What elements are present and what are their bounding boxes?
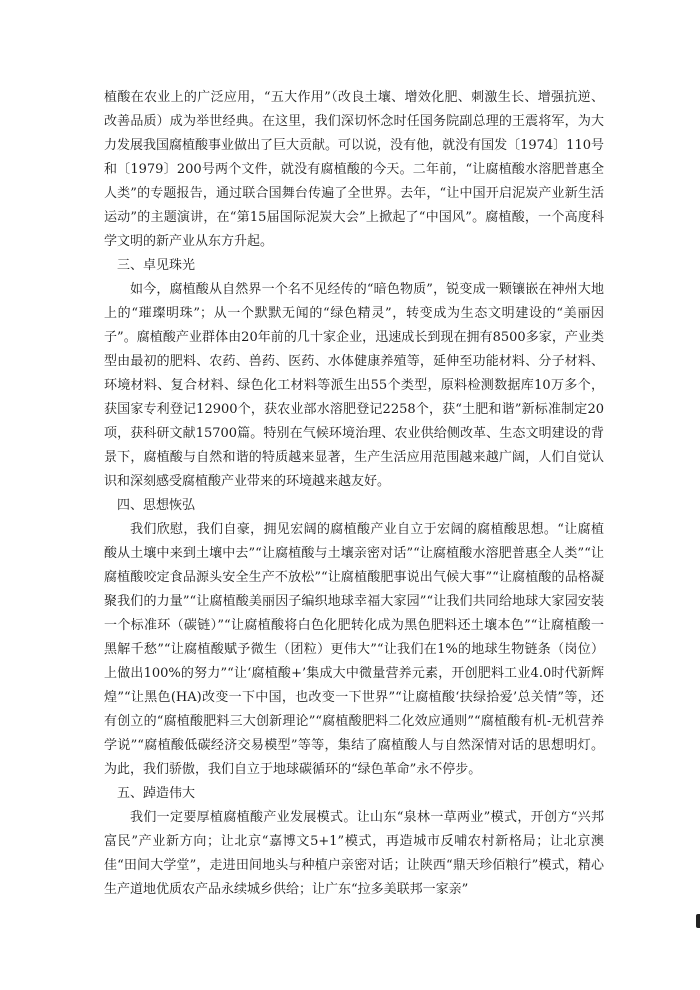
page-edge-mark xyxy=(696,914,700,928)
body-paragraph-3: 我们欣慰，我们自豪，拥见宏阔的腐植酸产业自立于宏阔的腐植酸思想。“让腐植酸从土壤中来到土壤中去”“让腐植酸与土壤亲密对话”“让腐植酸水溶肥普惠全人类”“让腐植酸咬定食品源头安全生产不放松”“让腐植酸肥事说出气候大事”“让腐植酸的品格凝聚我们的力量”“让腐植酸美丽因子编织地球幸福大家园”“让我们共同给地球大家园安装一个标准环（碳链）”“让腐植酸将白色化肥转化成为黑色肥料还土壤本色”“让腐植酸一黑解千愁”“让腐植酸赋予微生（团粒）更伟大”“让我们在1%的地球生物链条（岗位）上做出100%的努力”“让‘腐植酸+’集成大中微量营养元素，开创肥料工业4.0时代新辉煌”“让黑色(HA)改变一下中国，也改变一下世界”“让腐植酸‘扶绿拾爱’总关情”等，还有创立的“腐植酸肥料三大创新理论”“腐植酸肥料二化效应通则”“腐植酸有机-无机营养学说”“腐植酸低碳经济交易模型”等等，集结了腐植酸人与自然深情对话的思想明灯。为此，我们骄傲，我们自立于地球碳循环的“绿色革命”永不停步。 xyxy=(104,522,604,777)
section-heading-3: 三、卓见珠光 xyxy=(117,258,196,273)
document-page xyxy=(104,86,604,902)
body-paragraph-4: 我们一定要厚植腐植酸产业发展模式。让山东“泉林一草两业”模式，开创方“兴邦富民”产业新方向；让北京“嘉博文5+1”模式，再造城市反哺农村新格局；让北京澳佳“田间大学堂”，走进田间地头与种植户亲密对话；让陕西“鼎天珍佰粮行”模式，精心生产道地优质农产品永续城乡供给；让广东“拉多美联邦一家亲” xyxy=(104,810,604,897)
body-paragraph-2: 如今，腐植酸从自然界一个名不见经传的“暗色物质”，锐变成一颗镶嵌在神州大地上的“璀璨明珠”；从一个默默无闻的“绿色精灵”，转变成为生态文明建设的“美丽因子”。腐植酸产业群体由20年前的几十家企业，迅速成长到现在拥有8500多家，产业类型由最初的肥料、农药、兽药、医药、水体健康养殖等，延伸至功能材料、分子材料、环境材料、复合材料、绿色化工材料等派生出55个类型，原料检测数据库10万多个，获国家专利登记12900个，获农业部水溶肥登记2258个，获“土肥和谐”新标准制定20项，获科研文献15700篇。特别在气候环境治理、农业供给侧改革、生态文明建设的背景下，腐植酸与自然和谐的特质越来显著，生产生活应用范围越来越广阔，人们自觉认识和深刻感受腐植酸产业带来的环境越来越友好。 xyxy=(104,282,604,489)
body-paragraph-1: 植酸在农业上的广泛应用，“五大作用”（改良土壤、增效化肥、刺激生长、增强抗逆、改善品质）成为举世经典。在这里，我们深切怀念时任国务院副总理的王震将军，为大力发展我国腐植酸事业做出了巨大贡献。可以说，没有他，就没有国发〔1974〕110号和〔1979〕200号两个文件，就没有腐植酸的今天。二年前，“让腐植酸水溶肥普惠全人类”的专题报告，通过联合国舞台传遍了全世界。去年，“让中国开启泥炭产业新生活运动”的主题演讲，在“第15届国际泥炭大会”上掀起了“中国风”。腐植酸，一个高度科学文明的新产业从东方升起。 xyxy=(104,90,604,249)
section-heading-4: 四、思想恢弘 xyxy=(117,498,196,513)
section-heading-5: 五、踔造伟大 xyxy=(117,786,196,801)
